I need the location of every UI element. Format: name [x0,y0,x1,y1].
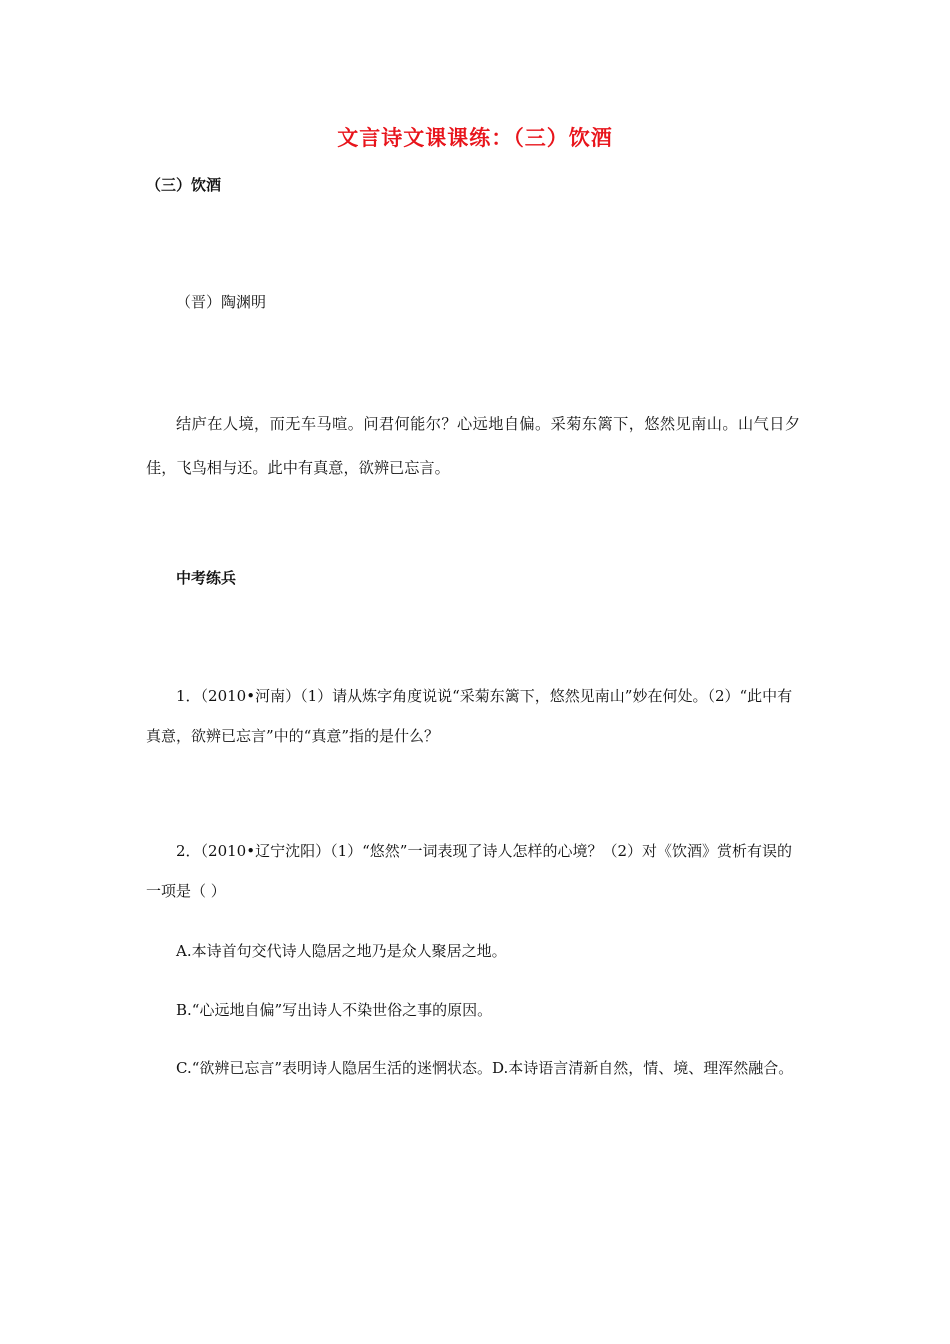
question-1: 1．（2010•河南）（1）请从炼字角度说说“采菊东篱下，悠然见南山”妙在何处。（2）“此中有真意，欲辨已忘言”中的“真意”指的是什么？ [146,687,793,745]
section-heading: （三）饮酒 [146,176,222,194]
option-c-d: C.“欲辨已忘言”表明诗人隐居生活的迷惘状态。D.本诗语言清新自然，情、境、理浑然融合。 [176,1059,794,1077]
option-b: B.“心远地自偏”写出诗人不染世俗之事的原因。 [176,1001,493,1019]
question-2: 2．（2010•辽宁沈阳）（1）“悠然”一词表现了诗人怎样的心境？（2）对《饮酒》赏析有误的一项是（ ） [146,842,792,900]
author-line: （晋）陶渊明 [176,293,267,311]
page-title: 文言诗文课课练：（三）饮酒 [337,126,613,150]
poem-text: 结庐在人境，而无车马喧。问君何能尔？心远地自偏。采菊东篱下，悠然见南山。山气日夕佳，飞鸟相与还。此中有真意，欲辨已忘言。 [146,415,800,477]
option-a: A.本诗首句交代诗人隐居之地乃是众人聚居之地。 [176,942,507,960]
practice-heading: 中考练兵 [176,569,237,587]
